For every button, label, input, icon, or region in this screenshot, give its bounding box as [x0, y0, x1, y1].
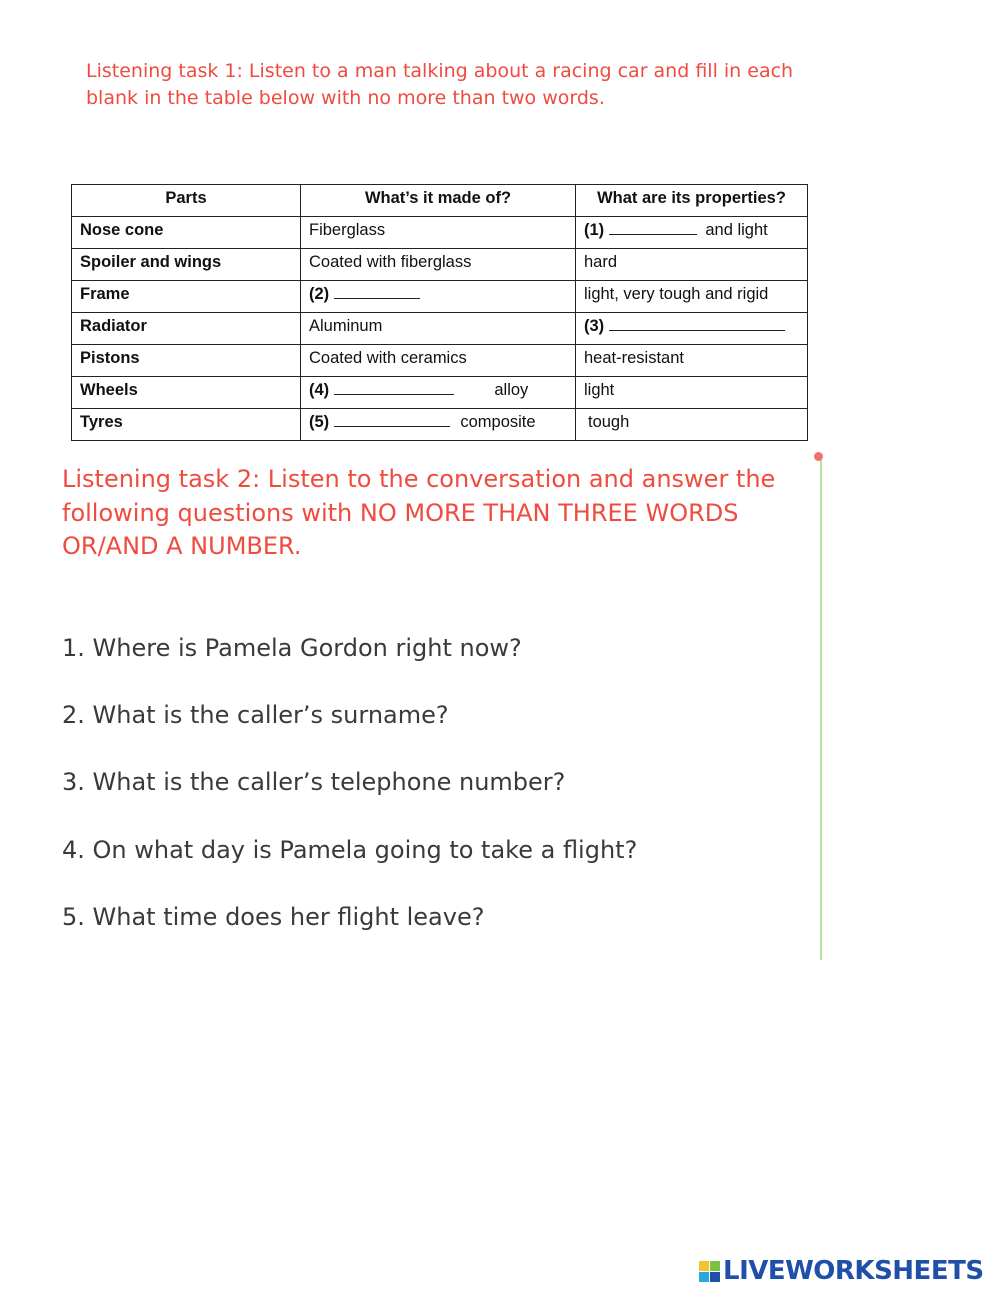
property-cell: hard	[576, 249, 808, 281]
answer-blank-1[interactable]	[609, 220, 697, 235]
property-cell	[576, 409, 808, 441]
blank-number: (3)	[584, 317, 605, 335]
task2-instructions: Listening task 2: Listen to the conversation and answer the following questions with NO MORE THAN THREE WORDS OR/AND A NUMBER.	[62, 465, 776, 560]
material-cell	[301, 409, 576, 441]
answer-blank-3[interactable]	[609, 316, 785, 331]
table-row	[72, 217, 808, 249]
material-cell: Aluminum	[301, 313, 576, 345]
table-row	[72, 409, 808, 441]
material-cell	[301, 377, 576, 409]
question-3: 3. What is the caller’s telephone number?	[62, 768, 566, 796]
table-header-row	[72, 185, 808, 217]
racing-car-parts-table	[71, 184, 808, 441]
material-cell: Fiberglass	[301, 217, 576, 249]
blank-number: (5)	[309, 413, 330, 431]
property-cell	[576, 313, 808, 345]
question-4: 4. On what day is Pamela going to take a flight?	[62, 836, 638, 864]
table-row	[72, 249, 808, 281]
property-cell	[576, 217, 808, 249]
part-cell: Radiator	[72, 313, 301, 345]
part-cell: Spoiler and wings	[72, 249, 301, 281]
answer-blank-4[interactable]	[334, 380, 454, 395]
logo-text: LIVEWORKSHEETS	[723, 1256, 984, 1286]
answer-blank-5[interactable]	[334, 412, 450, 427]
material-cell: Coated with ceramics	[301, 345, 576, 377]
question-1: 1. Where is Pamela Gordon right now?	[62, 634, 522, 662]
property-text: and light	[705, 221, 768, 239]
liveworksheets-logo-icon	[699, 1261, 720, 1282]
material-text: composite	[460, 413, 536, 431]
blank-number: (4)	[309, 381, 330, 399]
panel-corner-dot	[814, 452, 823, 461]
blank-number: (2)	[309, 285, 330, 303]
property-cell: heat-resistant	[576, 345, 808, 377]
property-text: tough	[588, 413, 630, 431]
property-cell: light	[576, 377, 808, 409]
table-row	[72, 345, 808, 377]
answer-blank-2[interactable]	[334, 284, 420, 299]
blank-number: (1)	[584, 221, 605, 239]
liveworksheets-logo[interactable]	[699, 1256, 984, 1286]
table-row	[72, 313, 808, 345]
question-2: 2. What is the caller’s surname?	[62, 701, 449, 729]
task1-instructions: Listening task 1: Listen to a man talking about a racing car and fill in each blank in the table below with no more than two words.	[86, 60, 794, 109]
question-5: 5. What time does her flight leave?	[62, 903, 485, 931]
material-cell	[301, 281, 576, 313]
property-cell: light, very tough and rigid	[576, 281, 808, 313]
table-row	[72, 377, 808, 409]
part-cell: Pistons	[72, 345, 301, 377]
header-parts: Parts	[72, 185, 301, 217]
header-properties: What are its properties?	[576, 185, 808, 217]
table-row	[72, 281, 808, 313]
part-cell: Tyres	[72, 409, 301, 441]
part-cell: Nose cone	[72, 217, 301, 249]
header-material: What’s it made of?	[301, 185, 576, 217]
material-cell: Coated with fiberglass	[301, 249, 576, 281]
part-cell: Frame	[72, 281, 301, 313]
part-cell: Wheels	[72, 377, 301, 409]
material-text: alloy	[494, 381, 529, 399]
